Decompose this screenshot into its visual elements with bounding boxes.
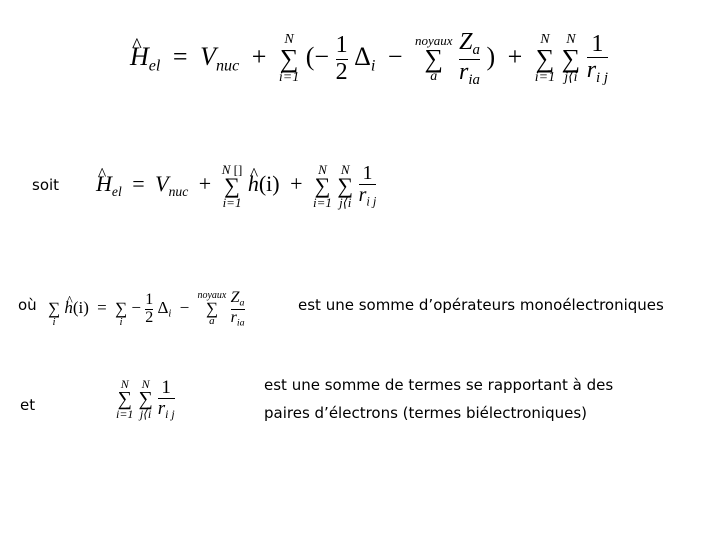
- r-symbol: r: [157, 397, 166, 419]
- subscript-el: el: [111, 183, 122, 199]
- sum-lower-limit: j⟨i: [139, 407, 152, 422]
- z-symbol: Z: [459, 28, 473, 55]
- fraction-numerator: 1: [591, 30, 604, 57]
- equals-sign: =: [172, 42, 188, 71]
- minus-sign: −: [179, 298, 190, 317]
- sum-over-nuclei: [415, 34, 453, 84]
- plus-sign: +: [198, 171, 212, 196]
- sum-over-i: [222, 163, 243, 209]
- r-subscript: ia: [468, 71, 480, 88]
- z-subscript: a: [239, 297, 245, 309]
- fraction-numerator: 1: [145, 290, 154, 308]
- sum-over-i-outer: [535, 33, 555, 84]
- sigma-icon: ∑: [224, 173, 240, 199]
- sum-lower-a: a: [430, 69, 438, 85]
- fraction-denominator: [459, 60, 480, 89]
- r-subscript: i j: [165, 407, 175, 421]
- description-bielectronic-line2: paires d’électrons (termes biélectroniques): [264, 404, 588, 422]
- fraction-one-over-rij: [158, 378, 175, 421]
- r-subscript: ia: [236, 317, 245, 329]
- equals-sign: =: [132, 171, 145, 196]
- laplacian-subscript: i: [168, 308, 172, 320]
- open-paren-minus: (−: [305, 42, 330, 71]
- h-operator-symbol: ^ h: [248, 152, 259, 216]
- z-symbol: Z: [230, 288, 240, 306]
- sum-lower-limit: i=1: [278, 69, 300, 85]
- fraction-numerator: 1: [161, 376, 171, 398]
- operator-argument: (i): [72, 298, 89, 317]
- sum-upper-limit: N: [566, 32, 576, 48]
- equals-sign: =: [97, 298, 107, 317]
- sum-over-j: [138, 378, 152, 420]
- potential-symbol: V: [155, 171, 169, 196]
- fraction-z-over-r: [231, 290, 245, 329]
- sum-over-j: [337, 163, 353, 209]
- fraction-one-over-rij: [359, 163, 377, 208]
- sum-lower-limit: i=1: [534, 69, 556, 85]
- r-symbol: r: [230, 308, 237, 326]
- r-subscript: i j: [366, 194, 377, 209]
- sigma-icon: ∑: [138, 388, 153, 411]
- sum-over-j: [562, 33, 581, 84]
- laplacian-subscript: i: [370, 57, 376, 75]
- fraction-numerator: 1: [335, 32, 348, 59]
- potential-symbol: V: [200, 42, 216, 71]
- sum-over-i-2: [115, 290, 127, 327]
- bracket-mark: []: [233, 162, 243, 178]
- sigma-icon: ∑: [561, 44, 581, 74]
- subscript-nuc: nuc: [168, 183, 189, 199]
- sum-upper-noyaux: noyaux: [414, 32, 453, 48]
- fraction-numerator: [459, 30, 480, 59]
- fraction-z-over-r: [459, 30, 480, 89]
- sum-upper-limit: N: [221, 162, 231, 178]
- sigma-icon: ∑: [314, 173, 331, 199]
- equation-hamiltonian-full: [130, 22, 608, 92]
- plus-sign: +: [290, 171, 303, 196]
- r-symbol: r: [586, 56, 597, 83]
- laplacian-symbol: Δ: [354, 42, 371, 71]
- sum-upper-limit: N: [284, 32, 294, 48]
- z-subscript: a: [472, 41, 480, 58]
- hamiltonian-symbol: ^ H: [96, 152, 112, 216]
- sum-upper-noyaux: noyaux: [197, 289, 227, 301]
- sum-lower-limit: i=1: [313, 194, 332, 210]
- sum-over-i: [116, 378, 133, 420]
- subscript-nuc: nuc: [215, 57, 240, 75]
- label-et: et: [20, 396, 36, 414]
- sigma-icon: ∑: [117, 388, 132, 411]
- sigma-icon: ∑: [279, 44, 299, 74]
- sum-lower-limit: i=1: [222, 194, 242, 210]
- sum-over-i: [279, 33, 299, 84]
- label-ou: où: [18, 296, 37, 314]
- equation-bielectronic: [116, 366, 175, 430]
- sum-lower-limit: i: [119, 315, 123, 328]
- hamiltonian-symbol: ^ H: [130, 22, 149, 92]
- minus-sign: −: [387, 42, 403, 71]
- fraction-denominator: 2: [335, 58, 348, 85]
- sigma-icon: ∑: [205, 298, 218, 318]
- operator-argument: (i): [258, 171, 280, 196]
- fraction-denominator: [587, 58, 608, 87]
- close-paren: ): [486, 42, 496, 71]
- sigma-icon: ∑: [424, 43, 444, 73]
- sum-upper-limit: N: [340, 162, 350, 178]
- plus-sign: +: [507, 42, 523, 71]
- fraction-one-half: [145, 292, 153, 327]
- laplacian-symbol: Δ: [157, 298, 169, 317]
- sum-upper-limit: N: [120, 377, 129, 392]
- sum-lower-limit: i=1: [116, 407, 134, 422]
- equation-monoelectronic: [48, 280, 245, 336]
- h-operator-symbol: ^ h: [64, 280, 73, 336]
- fraction-denominator: [359, 185, 377, 208]
- fraction-one-half: [336, 33, 348, 84]
- label-soit: soit: [32, 176, 60, 194]
- sum-lower-limit: i: [52, 315, 56, 328]
- sum-lower-limit: j⟨i: [564, 69, 578, 85]
- sum-upper-limit: N: [540, 32, 550, 48]
- fraction-denominator: 2: [145, 308, 154, 326]
- description-monoelectronic: est une somme d’opérateurs monoélectroniques: [298, 296, 664, 314]
- plus-sign: +: [251, 42, 267, 71]
- sum-over-nuclei: [197, 291, 226, 327]
- description-bielectronic-line1: est une somme de termes se rapportant à des: [264, 376, 614, 394]
- r-subscript: i j: [596, 69, 609, 86]
- sum-upper-limit: N: [318, 162, 327, 178]
- equation-hamiltonian-short: [96, 152, 376, 216]
- sigma-icon: ∑: [48, 299, 61, 319]
- sum-over-i-outer: [313, 163, 332, 209]
- r-symbol: r: [358, 184, 367, 207]
- r-symbol: r: [459, 58, 469, 85]
- sum-lower-a: a: [209, 315, 215, 328]
- fraction-one-over-rij: [587, 32, 608, 87]
- sum-over-i: [48, 290, 60, 327]
- sigma-icon: ∑: [115, 299, 128, 319]
- sum-upper-limit: N: [141, 377, 150, 392]
- fraction-numerator: 1: [362, 162, 373, 185]
- subscript-el: el: [148, 57, 161, 75]
- sigma-icon: ∑: [337, 173, 354, 199]
- sum-lower-limit: j⟨i: [339, 194, 352, 210]
- minus-sign: −: [131, 298, 141, 317]
- sigma-icon: ∑: [535, 44, 555, 74]
